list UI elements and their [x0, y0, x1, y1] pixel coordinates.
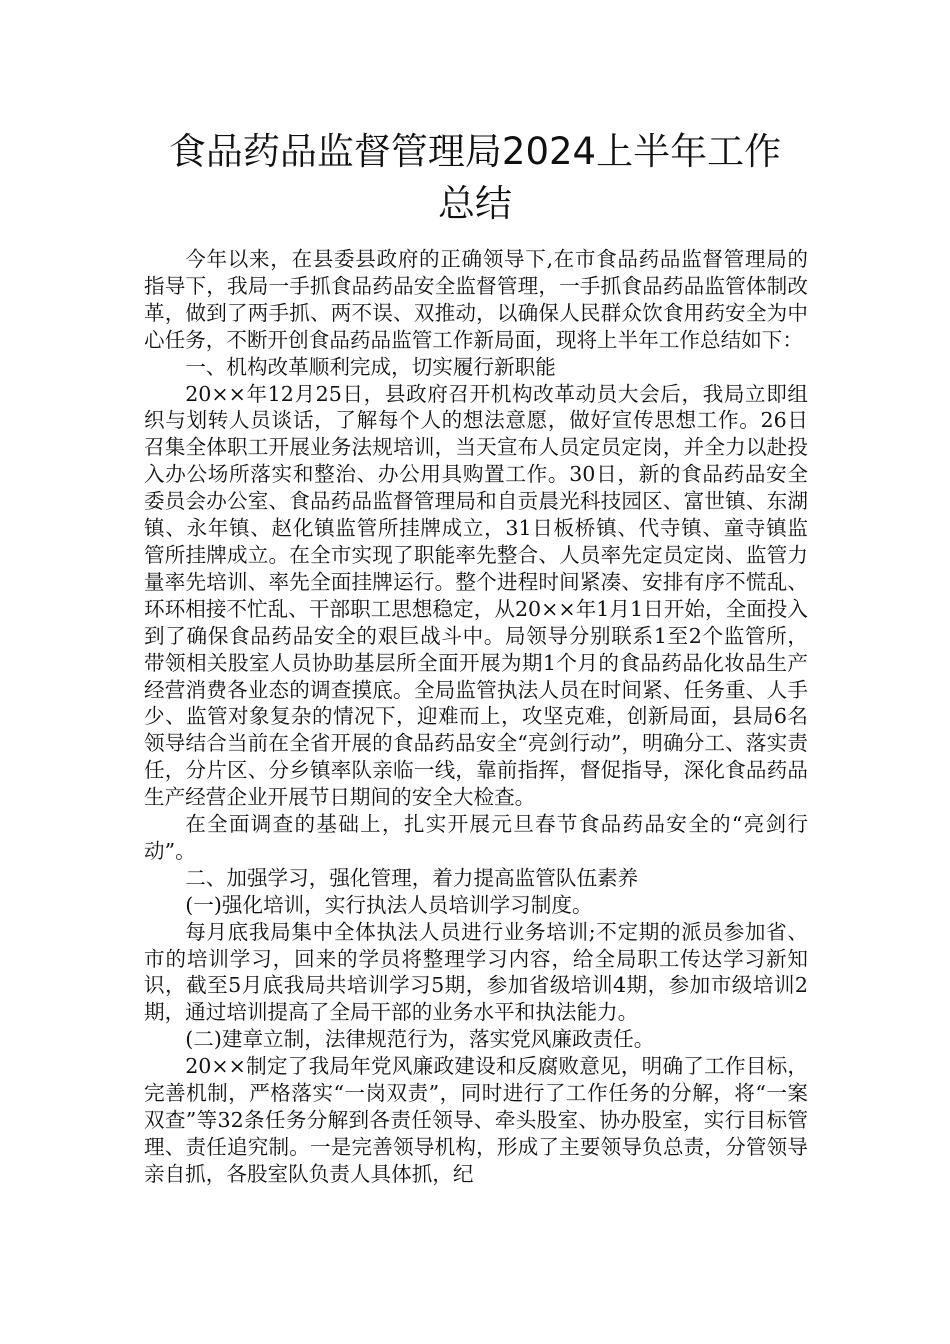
body-paragraph-integrity: 20××制定了我局年党风廉政建设和反腐败意见，明确了工作目标，完善机制，严格落实“一岗双责”，同时进行了工作任务的分解，将“一案双查”等32条任务分解到各责任领导、牵头股室、协办股室，实行目标管理、责任追究制。一是完善领导机构，形成了主要领导负总责，分管领导亲自抓，各股室队负责人具体抓，纪: [144, 1054, 808, 1186]
subsection-heading-1: (一)强化培训，实行执法人员培训学习制度。: [185, 892, 593, 917]
document-body: [144, 246, 808, 1188]
body-paragraph-intro: 今年以来，在县委县政府的正确领导下,在市食品药品监督管理局的指导下，我局一手抓食品药品安全监督管理，一手抓食品药品监管体制改革，做到了两手抓、两不误、双推动，以确保人民群众饮食用药安全为中心任务，不断开创食品药品监管工作新局面，现将上半年工作总结如下：: [144, 247, 808, 352]
section-heading-1: 一、机构改革顺利完成，切实履行新职能: [185, 354, 556, 379]
document-title-line-2: 总结: [438, 182, 512, 225]
document-title: [130, 126, 820, 230]
body-paragraph-training: 每月底我局集中全体执法人员进行业务培训;不定期的派员参加省、市的培训学习，回来的学员将整理学习内容，给全局职工传达学习新知识，截至5月底我局共培训学习5期，参加省级培训4期，参加市级培训2期，通过培训提高了全局干部的业务水平和执法能力。: [144, 919, 808, 1025]
subsection-heading-2: (二)建章立制，法律规范行为，落实党风廉政责任。: [185, 1027, 655, 1052]
document-title-line-1: 食品药品监督管理局2024上半年工作: [168, 130, 782, 173]
body-paragraph-campaign: 在全面调查的基础上，扎实开展元旦春节食品药品安全的“亮剑行动”。: [144, 812, 808, 863]
section-heading-2: 二、加强学习，强化管理，着力提高监管队伍素养: [185, 865, 639, 890]
body-paragraph-institutional-reform: 20××年12月25日，县政府召开机构改革动员大会后，我局立即组织与划转人员谈话，了解每个人的想法意愿，做好宣传思想工作。26日召集全体职工开展业务法规培训，当天宣布人员定员定岗，并全力以赴投入办公场所落实和整治、办公用具购置工作。30日，新的食品药品安全委员会办公室、食品药品监督管理局和自贡晨光科技园区、富世镇、东湖镇、永年镇、赵化镇监管所挂牌成立，31日板桥镇、代寺镇、童寺镇监管所挂牌成立。在全市实现了职能率先整合、人员率先定员定岗、监管力量率先培训、率先全面挂牌运行。整个进程时间紧凑、安排有序不慌乱、环环相接不忙乱、干部职工思想稳定，从20××年1月1日开始，全面投入到了确保食品药品安全的艰巨战斗中。局领导分别联系1至2个监管所，带领相关股室人员协助基层所全面开展为期1个月的食品药品化妆品生产经营消费各业态的调查摸底。全局监管执法人员在时间紧、任务重、人手少、监管对象复杂的情况下，迎难而上，攻坚克难，创新局面，县局6名领导结合当前在全省开展的食品药品安全“亮剑行动”，明确分工、落实责任，分片区、分乡镇率队亲临一线，靠前指挥，督促指导，深化食品药品生产经营企业开展节日期间的安全大检查。: [144, 381, 808, 810]
